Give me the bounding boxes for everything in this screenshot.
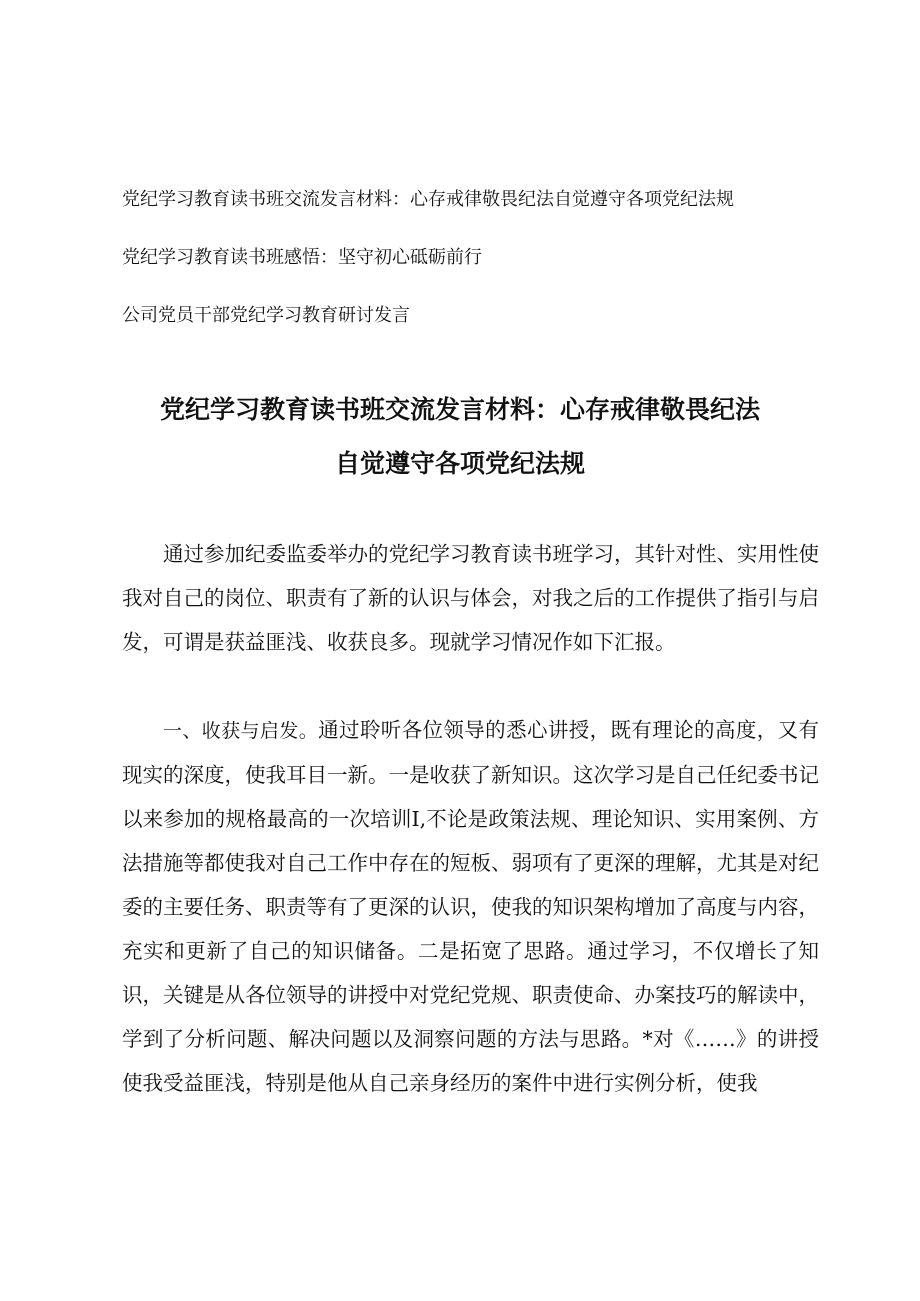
article-title-line-1: 党纪学习教育读书班交流发言材料：心存戒律敬畏纪法: [159, 395, 760, 424]
toc-item: 公司党员干部党纪学习教育研讨发言: [122, 305, 410, 326]
body-paragraph-intro: 通过参加纪委监委举办的党纪学习教育读书班学习，其针对性、实用性使我对自己的岗位、职责有了新的认识与体会，对我之后的工作提供了指引与启发，可谓是获益匪浅、收获良多。现就学习情况作如下汇报。: [122, 542, 819, 654]
section-heading: 一、收获与启发。: [163, 720, 319, 742]
article-title-line-2: 自觉遵守各项党纪法规: [334, 449, 585, 478]
toc-item: 党纪学习教育读书班交流发言材料：心存戒律敬畏纪法自觉遵守各项党纪法规: [122, 189, 734, 210]
section-body-text: 通过聆听各位领导的悉心讲授，既有理论的高度，又有现实的深度，使我耳目一新。一是收获了新知识。这次学习是自己任纪委书记以来参加的规格最高的一次培训I,不论是政策法规、理论知识、实用案例、方法措施等都使我对自己工作中存在的短板、弱项有了更深的理解，尤其是对纪委的主要任务、职责等有了更深的认识，使我的知识架构增加了高度与内容，充实和更新了自己的知识储备。二是拓宽了思路。通过学习，不仅增长了知识，关键是从各位领导的讲授中对党纪党规、职责使命、办案技巧的解读中，学到了分析问题、解决问题以及洞察问题的方法与思路。*对《……》的讲授使我受益匪浅，特别是他从自己亲身经历的案件中进行实例分析，使我: [122, 718, 819, 1095]
body-paragraph-section-1: [122, 708, 819, 1105]
toc-item: 党纪学习教育读书班感悟：坚守初心砥砺前行: [122, 247, 482, 268]
